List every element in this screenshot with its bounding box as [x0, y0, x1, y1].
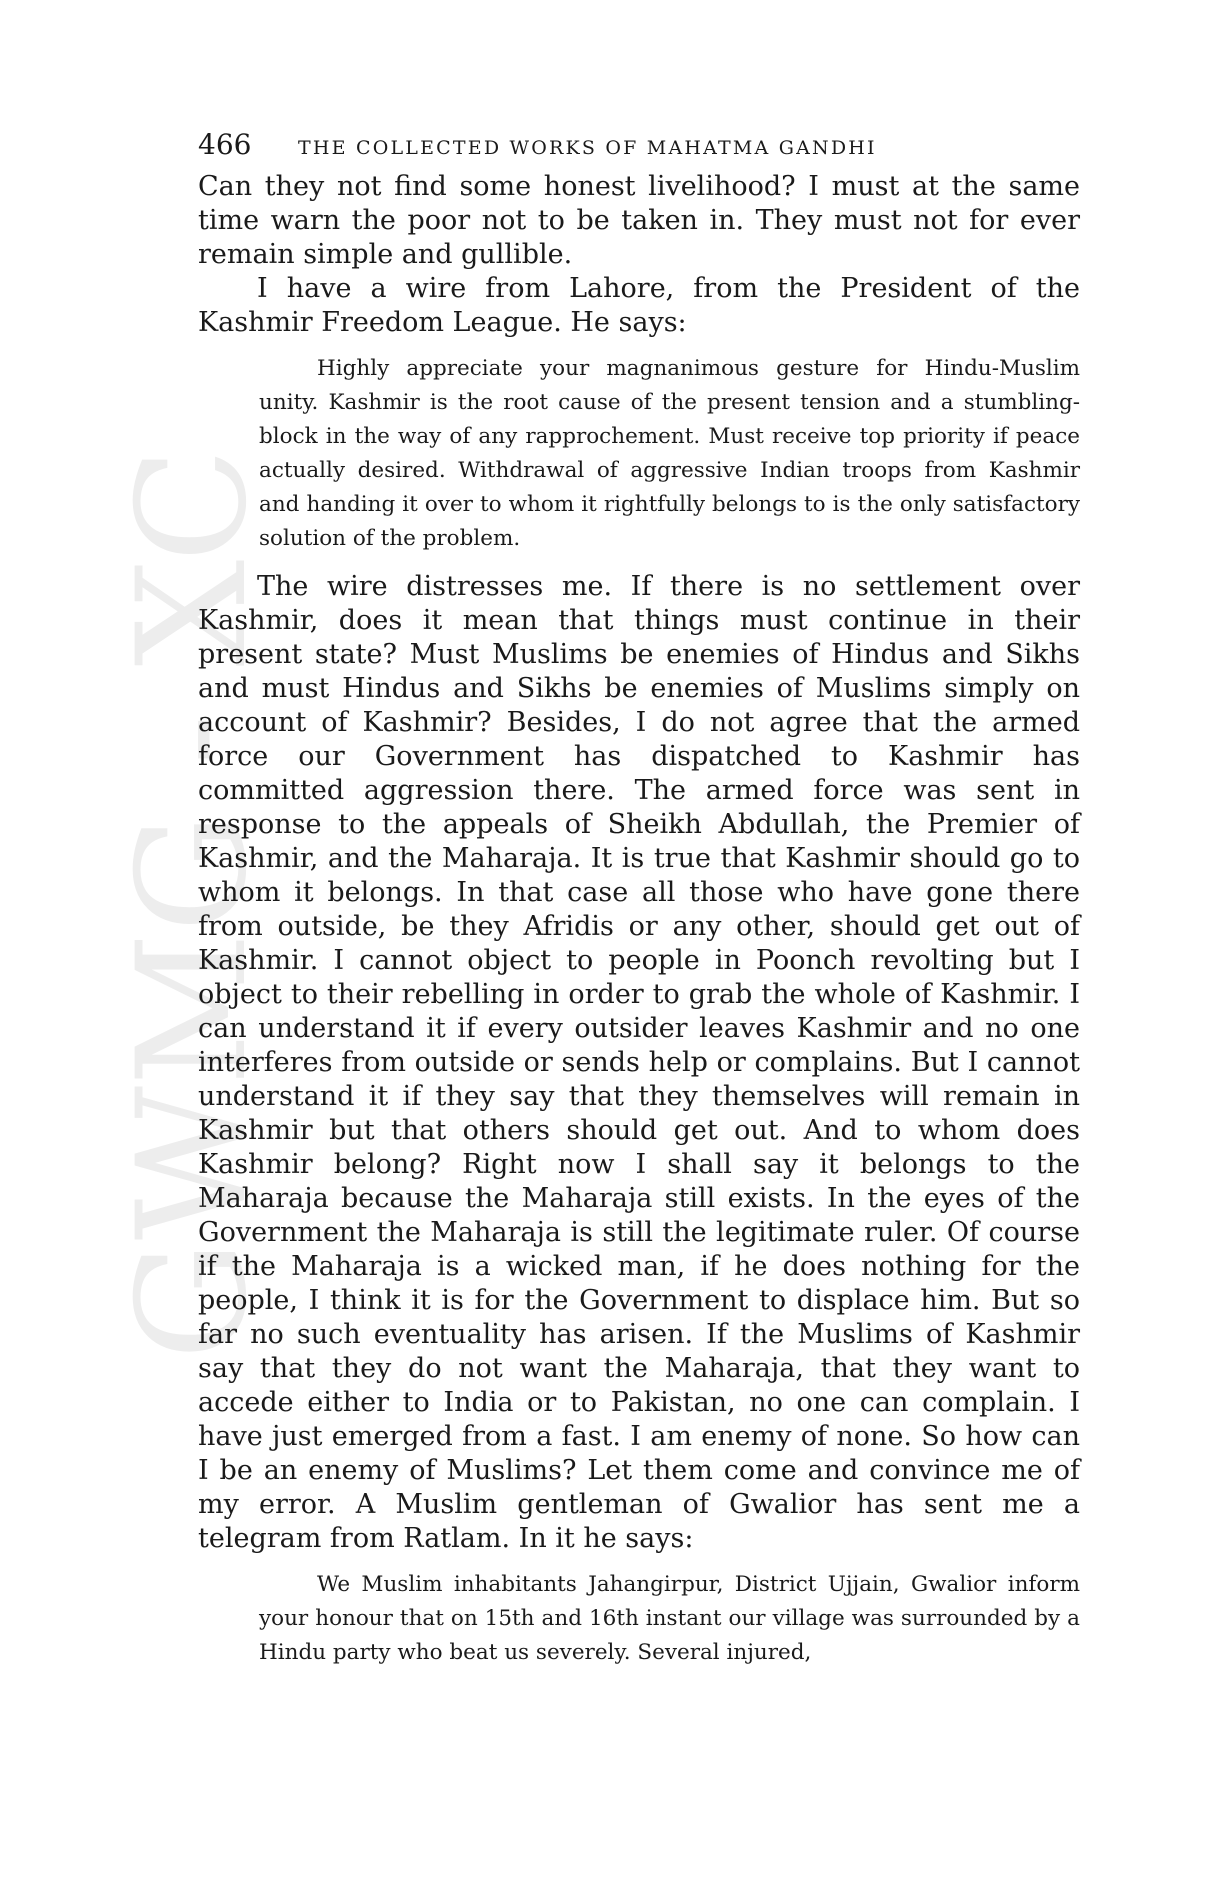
paragraph-3: The wire distresses me. If there is no settlement over Kashmir, does it mean that things must continue in their present state? Must Muslims be enemies of Hindus and Sikhs and must Hindus and Sikhs be enemies of Muslims simply on account of Kashmir? Besides, I do not agree that the armed force our Government has dispatched to Kashmir has committed aggression there. The armed force was sent in response to the appeals of Sheikh Abdullah, the Premier of Kashmir, and the Maharaja. It is true that Kashmir should go to whom it belongs. In that case all those who have gone there from outside, be they Afridis or any other, should get out of Kashmir. I cannot object to people in Poonch revolting but I object to their rebelling in order to grab the whole of Kashmir. I can understand it if every outsider leaves Kashmir and no one interferes from outside or sends help or complains. But I cannot understand it if they say that they themselves will remain in Kashmir but that others should get out. And to whom does Kashmir belong? Right now I shall say it belongs to the Maharaja because the Maharaja still exists. In the eyes of the Government the Maharaja is still the legitimate ruler. Of course if the Maharaja is a wicked man, if he does nothing for the people, I think it is for the Government to displace him. But so far no such eventuality has arisen. If the Muslims of Kashmir say that they do not want the Maharaja, that they want to accede either to India or to Pakistan, no one can complain. I have just emerged from a fast. I am enemy of none. So how can I be an enemy of Muslims? Let them come and convince me of my error. A Muslim gentleman of Gwalior has sent me a telegram from Ratlam. In it he says:: [198, 571, 1080, 1554]
book-title: THE COLLECTED WORKS OF MAHATMA GANDHI: [298, 137, 877, 159]
watermark: GWMG - XC: [106, 447, 280, 1360]
page-number: 466: [198, 128, 252, 161]
page-content: [198, 128, 1080, 1684]
quoted-wire-lahore: Highly appreciate your magnanimous gesture for Hindu-Muslim unity. Kashmir is the root cause of the present tension and a stumbling-block in the way of any rapprochement. Must receive top priority if peace actually desired. Withdrawal of aggressive Indian troops from Kashmir and handing it over to whom it rightfully belongs to is the only satisfactory solution of the problem.: [259, 356, 1080, 551]
paragraph-1: Can they not find some honest livelihood? I must at the same time warn the poor not to be taken in. They must not for ever remain simple and gullible.: [198, 171, 1080, 270]
running-head: [198, 128, 1080, 168]
quoted-telegram-ratlam: We Muslim inhabitants Jahangirpur, District Ujjain, Gwalior inform your honour that on 15th and 16th instant our village was surrounded by a Hindu party who beat us severely. Several injured,: [259, 1572, 1080, 1665]
paragraph-2: I have a wire from Lahore, from the President of the Kashmir Freedom League. He says:: [198, 273, 1080, 338]
